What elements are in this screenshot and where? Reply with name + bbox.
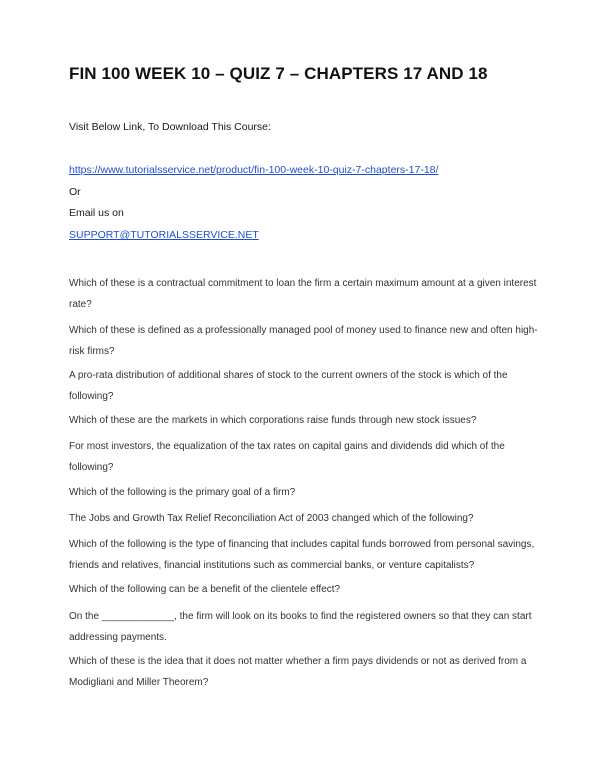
course-link[interactable]: https://www.tutorialsservice.net/product/fin-100-week-10-quiz-7-chapters-17-18/ [69,164,439,176]
question-1: Which of these is a contractual commitment to loan the firm a certain maximum amount at a given interest rate? [69,278,537,310]
question-5: For most investors, the equalization of the tax rates on capital gains and dividends did which of the following? [69,441,505,473]
question-2: Which of these is defined as a professionally managed pool of money used to finance new and often high-risk firms? [69,325,538,357]
question-6: Which of the following is the primary goal of a firm? [69,487,296,498]
or-text: Or [69,186,81,198]
question-11: Which of these is the idea that it does not matter whether a firm pays dividends or not as derived from a Modigliani and Miller Theorem? [69,656,527,688]
question-8: Which of the following is the type of financing that includes capital funds borrowed from personal savings, friends and relatives, financial institutions such as commercial banks, or venture capitalists? [69,539,535,571]
email-text: Email us on [69,207,124,219]
question-9: Which of the following can be a benefit of the clientele effect? [69,584,341,595]
question-4: Which of these are the markets in which corporations raise funds through new stock issues? [69,415,477,426]
question-3: A pro-rata distribution of additional shares of stock to the current owners of the stock is which of the following? [69,370,508,402]
visit-text: Visit Below Link, To Download This Course: [69,121,271,133]
question-10: On the _____________, the firm will look on its books to find the registered owners so that they can start addressing payments. [69,611,532,643]
question-7: The Jobs and Growth Tax Relief Reconciliation Act of 2003 changed which of the following? [69,513,474,524]
email-link[interactable]: SUPPORT@TUTORIALSSERVICE.NET [69,229,259,241]
page-title: FIN 100 WEEK 10 – QUIZ 7 – CHAPTERS 17 AND 18 [69,64,488,83]
